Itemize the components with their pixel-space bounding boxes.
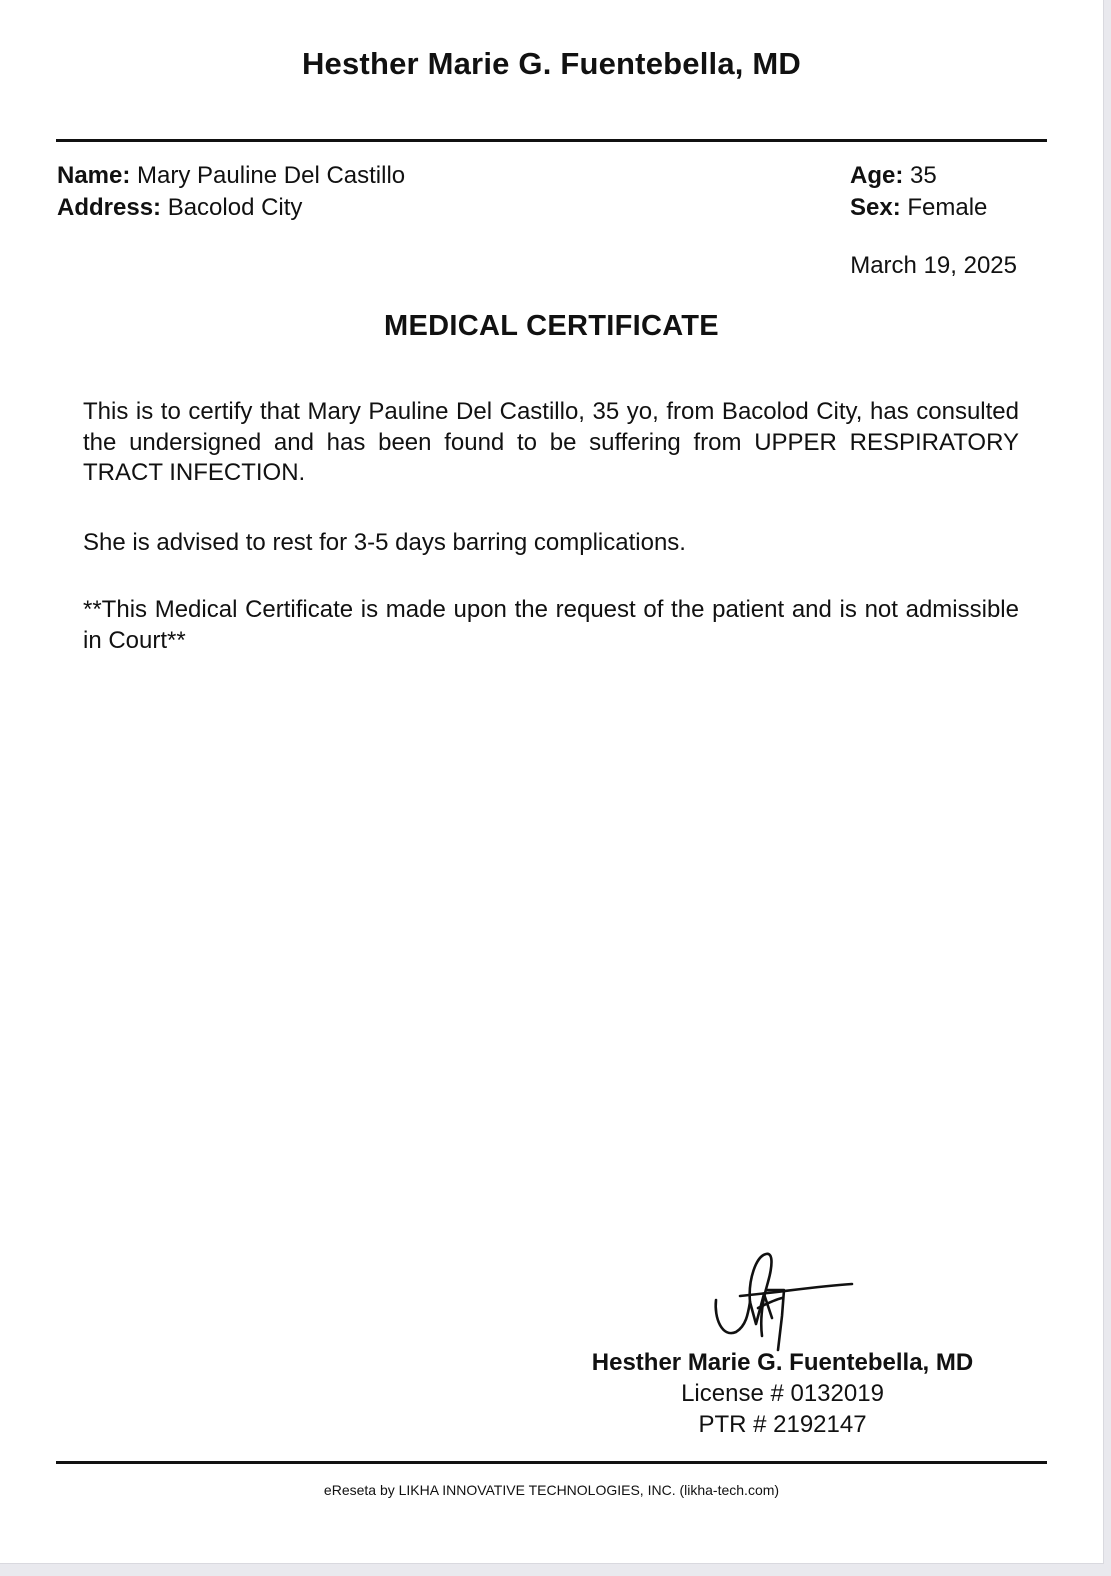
- patient-address-line: [57, 194, 302, 222]
- patient-age-value: 35: [910, 162, 937, 189]
- patient-address-value: Bacolod City: [167, 194, 303, 221]
- signatory-name: Hesther Marie G. Fuentebella, MD: [591, 1349, 974, 1376]
- disclaimer-paragraph: **This Medical Certificate is made upon the request of the patient and is not admissible in Court**: [83, 596, 1019, 654]
- certification-paragraph: This is to certify that Mary Pauline Del Castillo, 35 yo, from Bacolod City, has consulted the undersigned and has been found to be suffering from UPPER RESPIRATORY TRACT INFECTION.: [83, 398, 1019, 486]
- handwritten-signature: [700, 1250, 870, 1360]
- advice-paragraph: She is advised to rest for 3-5 days barring complications.: [83, 529, 686, 556]
- patient-age-line: [850, 162, 937, 190]
- footer-divider: [56, 1461, 1047, 1464]
- header-divider: [56, 139, 1047, 142]
- certificate-date: March 19, 2025: [850, 252, 1017, 279]
- doctor-header-name: Hesther Marie G. Fuentebella, MD: [301, 46, 802, 81]
- license-number: License # 0132019: [681, 1380, 884, 1407]
- patient-age-label: Age:: [850, 162, 904, 189]
- patient-sex-value: Female: [907, 194, 988, 221]
- patient-name-line: [57, 162, 405, 190]
- signatory-block: [560, 1347, 1005, 1440]
- patient-sex-line: [850, 194, 987, 222]
- patient-name-value: Mary Pauline Del Castillo: [137, 162, 406, 189]
- certificate-title: MEDICAL CERTIFICATE: [384, 310, 719, 342]
- ptr-number: PTR # 2192147: [698, 1411, 867, 1438]
- footer-credit: eReseta by LIKHA INNOVATIVE TECHNOLOGIES, INC. (likha-tech.com): [323, 1482, 780, 1498]
- patient-sex-label: Sex:: [850, 194, 901, 221]
- patient-name-label: Name:: [57, 162, 131, 189]
- patient-address-label: Address:: [57, 194, 162, 221]
